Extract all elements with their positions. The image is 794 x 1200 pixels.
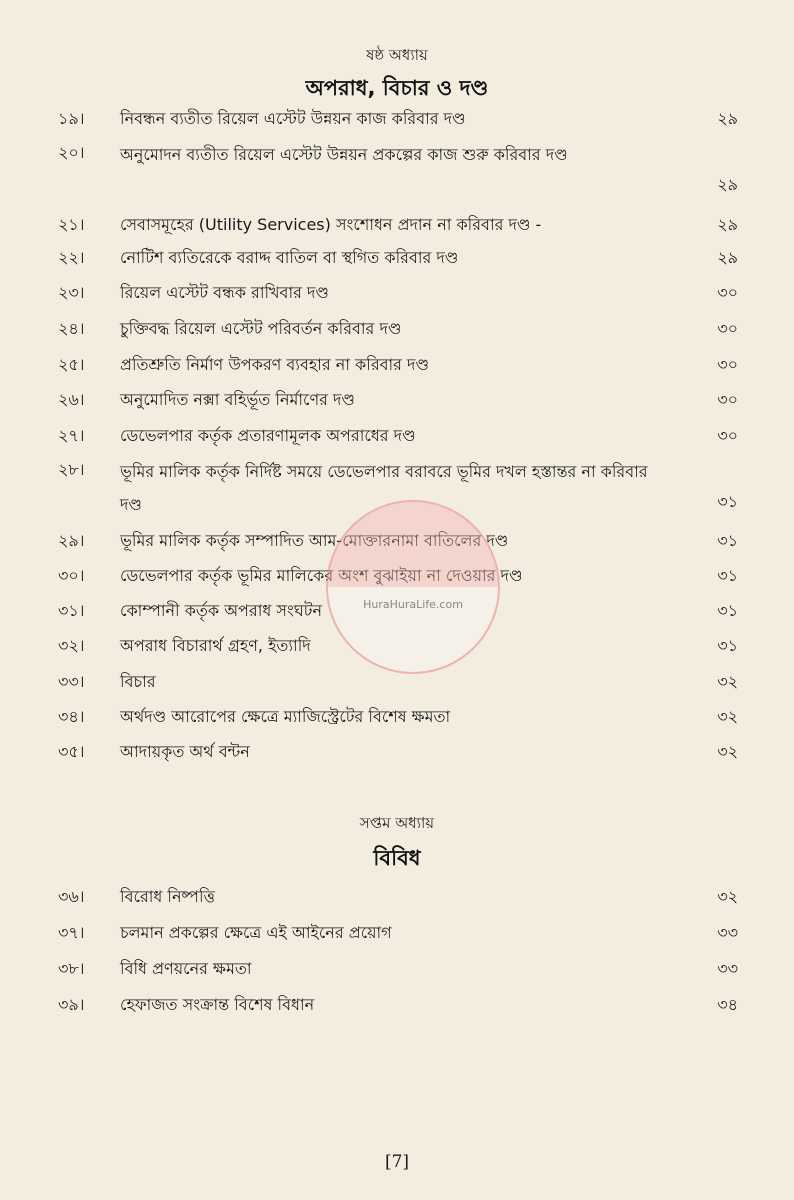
toc-entry-title: প্রতিশ্রুতি নির্মাণ উপকরণ ব্যবহার না করিবার দণ্ড bbox=[120, 355, 430, 374]
toc-entry-title: চলমান প্রকল্পের ক্ষেত্রে এই আইনের প্রয়োগ bbox=[120, 923, 392, 942]
toc-entry-number: ৩৬। bbox=[58, 887, 85, 906]
toc-entry-number: ১৯। bbox=[58, 109, 85, 128]
toc-entry-title: সেবাসমূহের (Utility Services) সংশোধন প্রদান না করিবার দণ্ড - bbox=[120, 215, 542, 234]
toc-entry bbox=[58, 918, 738, 948]
toc-entry-title: নোটিশ ব্যতিরেকে বরাদ্দ বাতিল বা স্থগিত করিবার দণ্ড bbox=[120, 248, 459, 267]
toc-entry-number: ৩৫। bbox=[58, 742, 85, 761]
toc-entry-title: বিচার bbox=[120, 672, 156, 691]
toc-entry bbox=[58, 882, 738, 912]
toc-entry-page: ৩১ bbox=[717, 601, 738, 620]
toc-entry-number: ২১। bbox=[58, 215, 85, 234]
toc-entry bbox=[58, 954, 738, 984]
toc-entry bbox=[58, 990, 738, 1020]
toc-entry-number: ৩৪। bbox=[58, 707, 85, 726]
toc-entry-page: ৩০ bbox=[717, 426, 738, 445]
toc-entry-page: ৩১ bbox=[717, 566, 738, 585]
toc-entry-number: ২৯। bbox=[58, 531, 85, 550]
toc-entry-page: ৩০ bbox=[717, 319, 738, 338]
page-number: [7] bbox=[384, 1152, 410, 1172]
toc-entry-page: ৩২ bbox=[717, 672, 738, 691]
toc-entry-page: ২৯ bbox=[717, 215, 738, 234]
toc-entry bbox=[58, 737, 738, 767]
toc-entry-page: ৩২ bbox=[717, 707, 738, 726]
toc-entry-title: ডেভেলপার কর্তৃক প্রতারণামূলক অপরাধের দণ্ড bbox=[120, 426, 416, 445]
toc-entry-page: ২৯ bbox=[717, 248, 738, 267]
toc-entry bbox=[58, 278, 738, 308]
toc-entry bbox=[58, 702, 738, 732]
toc-entry bbox=[58, 314, 738, 344]
toc-entry bbox=[58, 350, 738, 380]
toc-entry-page: ৩৩ bbox=[717, 923, 738, 942]
toc-entry-title: বিধি প্রণয়নের ক্ষমতা bbox=[120, 959, 252, 978]
toc-entry-title: রিয়েল এস্টেট বন্ধক রাখিবার দণ্ড bbox=[120, 283, 329, 302]
toc-entry-title: আদায়কৃত অর্থ বন্টন bbox=[120, 742, 250, 761]
chapter-6-title: অপরাধ, বিচার ও দণ্ড bbox=[305, 76, 489, 100]
toc-entry bbox=[58, 385, 738, 415]
toc-entry-number: ৩৩। bbox=[58, 672, 85, 691]
toc-entry-page: ২৯ bbox=[717, 109, 738, 128]
toc-entry-number: ৩০। bbox=[58, 566, 85, 585]
toc-entry-number: ২৪। bbox=[58, 319, 85, 338]
toc-entry-title: ভূমির মালিক কর্তৃক সম্পাদিত আম-মোক্তারনামা বাতিলের দণ্ড bbox=[120, 531, 509, 550]
toc-entry-title: অনুমোদন ব্যতীত রিয়েল এস্টেট উন্নয়ন প্রকল্পের কাজ শুরু করিবার দণ্ড bbox=[120, 145, 568, 164]
toc-entry-page: ৩১ bbox=[717, 492, 738, 511]
toc-entry-page: ৩১ bbox=[717, 636, 738, 655]
toc-entry-page: ৩২ bbox=[717, 742, 738, 761]
toc-entry-page: ২৯ bbox=[717, 175, 738, 194]
toc-entry-number: ২৫। bbox=[58, 355, 85, 374]
toc-entry bbox=[58, 243, 738, 273]
toc-entry bbox=[58, 138, 738, 200]
toc-entry-title: কোম্পানী কর্তৃক অপরাধ সংঘটন bbox=[120, 601, 323, 620]
toc-entry-title: অর্থদণ্ড আরোপের ক্ষেত্রে ম্যাজিস্ট্রেটের বিশেষ ক্ষমতা bbox=[120, 707, 451, 726]
toc-entry bbox=[58, 421, 738, 451]
toc-entry-title: বিরোধ নিষ্পত্তি bbox=[120, 887, 215, 906]
toc-entry-title: ডেভেলপার কর্তৃক ভূমির মালিকের অংশ বুঝাইয়া না দেওয়ার দণ্ড bbox=[120, 566, 523, 585]
toc-entry-title: নিবন্ধন ব্যতীত রিয়েল এস্টেট উন্নয়ন কাজ করিবার দণ্ড bbox=[120, 109, 466, 128]
toc-entry-title: অপরাধ বিচারার্থ গ্রহণ, ইত্যাদি bbox=[120, 636, 311, 655]
chapter-7-title: বিবিধ bbox=[373, 846, 421, 870]
toc-entry-number: ২০। bbox=[58, 143, 85, 162]
toc-entry-page: ৩০ bbox=[717, 355, 738, 374]
toc-entry-number: ৩৮। bbox=[58, 959, 85, 978]
chapter-6-label: ষষ্ঠ অধ্যায় bbox=[366, 46, 428, 64]
toc-entry-number: ৩৭। bbox=[58, 923, 85, 942]
toc-entry-page: ৩০ bbox=[717, 283, 738, 302]
toc-entry bbox=[58, 104, 738, 134]
chapter-7-label: সপ্তম অধ্যায় bbox=[359, 814, 435, 832]
toc-entry-number: ২৭। bbox=[58, 426, 85, 445]
toc-entry bbox=[58, 210, 738, 240]
toc-entry-number: ৩৯। bbox=[58, 995, 85, 1014]
toc-entry-title: অনুমোদিত নক্সা বহির্ভূত নির্মাণের দণ্ড bbox=[120, 390, 355, 409]
toc-entry-number: ৩১। bbox=[58, 601, 85, 620]
watermark-seal bbox=[326, 500, 500, 674]
toc-entry-number: ২২। bbox=[58, 248, 85, 267]
toc-entry-title: ভূমির মালিক কর্তৃক নির্দিষ্ট সময়ে ডেভেলপার বরাবরে ভূমির দখল হস্তান্তর না করিবার দণ্ড bbox=[120, 462, 648, 514]
toc-entry-page: ৩২ bbox=[717, 887, 738, 906]
toc-entry-page: ৩৪ bbox=[717, 995, 738, 1014]
toc-entry-number: ৩২। bbox=[58, 636, 85, 655]
toc-entry-page: ৩৩ bbox=[717, 959, 738, 978]
toc-entry-page: ৩১ bbox=[717, 531, 738, 550]
toc-entry-number: ২৬। bbox=[58, 390, 85, 409]
watermark-site-text: HuraHuraLife.com bbox=[363, 598, 463, 611]
toc-entry-title: হেফাজত সংক্রান্ত বিশেষ বিধান bbox=[120, 995, 315, 1014]
toc-entry-title: চুক্তিবদ্ধ রিয়েল এস্টেট পরিবর্তন করিবার দণ্ড bbox=[120, 319, 402, 338]
toc-entry-page: ৩০ bbox=[717, 390, 738, 409]
toc-entry-number: ২৮। bbox=[58, 460, 85, 479]
toc-entry-number: ২৩। bbox=[58, 283, 85, 302]
